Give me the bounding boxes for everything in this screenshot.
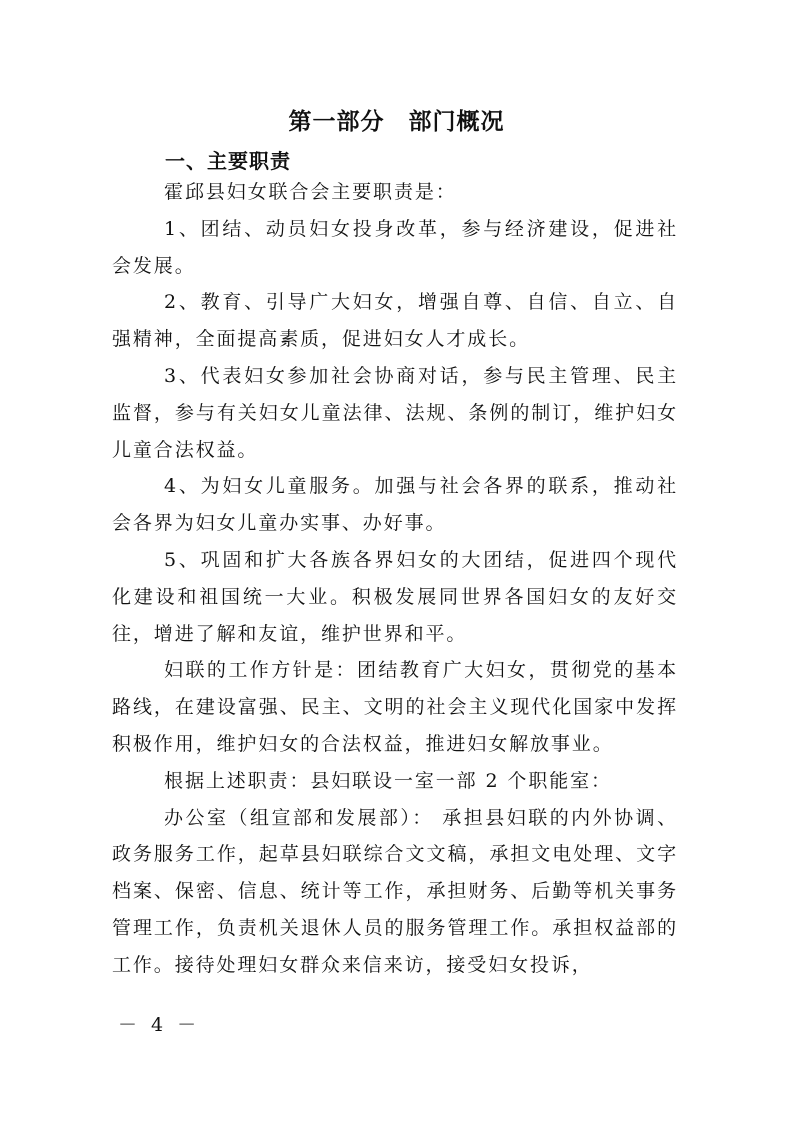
duty-item-5: 5、巩固和扩大各族各界妇女的大团结，促进四个现代化建设和祖国统一大业。积极发展同世界各国妇女的友好交往，增进了解和友谊，维护世界和平。 (112, 548, 678, 645)
document-body (112, 174, 678, 984)
section-heading: 一、主要职责 (165, 149, 291, 173)
work-policy-paragraph: 妇联的工作方针是：团结教育广大妇女，贯彻党的基本路线，在建设富强、民主、文明的社会主义现代化国家中发挥积极作用，维护妇女的合法权益，推进妇女解放事业。 (112, 659, 678, 755)
duty-item-3: 3、代表妇女参加社会协商对话，参与民主管理、民主监督，参与有关妇女儿童法律、法规、条例的制订，维护妇女儿童合法权益。 (112, 364, 678, 461)
office-duties-paragraph: 办公室（组宣部和发展部）： 承担县妇联的内外协调、政务服务工作，起草县妇联综合文文稿，承担文电处理、文字档案、保密、信息、统计等工作，承担财务、后勤等机关事务管理工作，负责机关退休人员的服务管理工作。承担权益部的工作。接待处理妇女群众来信来访，接受妇女投诉， (112, 806, 678, 976)
duty-item-4: 4、为妇女儿童服务。加强与社会各界的联系，推动社会各界为妇女儿童办实事、办好事。 (112, 475, 678, 535)
title-part: 第一部分 (288, 109, 385, 135)
title-name: 部门概况 (408, 109, 505, 135)
page-number: － 4 － (118, 1014, 201, 1036)
structure-paragraph: 根据上述职责：县妇联设一室一部 2 个职能室： (164, 769, 612, 792)
duty-item-1: 1、团结、动员妇女投身改革，参与经济建设，促进社会发展。 (112, 217, 678, 277)
intro-paragraph: 霍邱县妇女联合会主要职责是： (164, 181, 457, 203)
duty-item-2: 2、教育、引导广大妇女，增强自尊、自信、自立、自强精神，全面提高素质，促进妇女人才成长。 (112, 291, 678, 351)
page-title (0, 103, 793, 136)
